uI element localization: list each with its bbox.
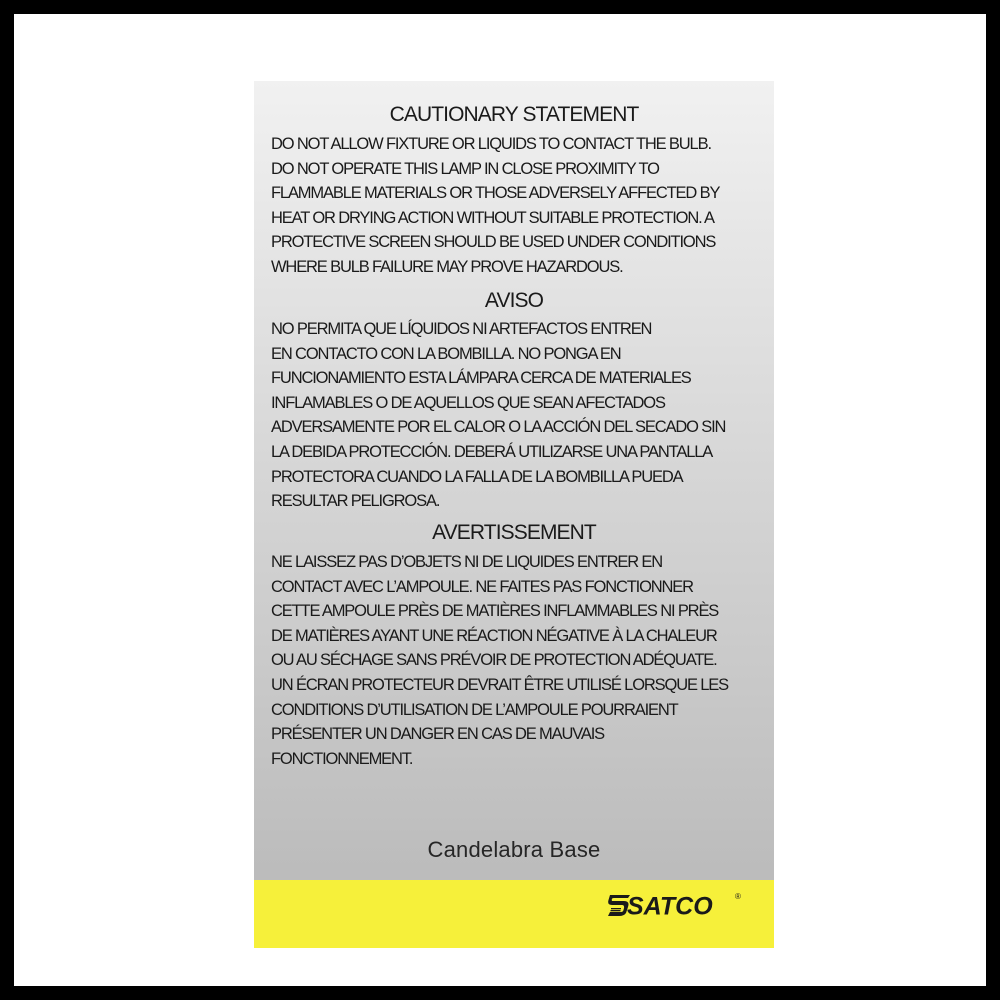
text-line: FLAMMABLE MATERIALS OR THOSE ADVERSELY AFFECTED BY [271, 184, 720, 203]
english-warning-text [271, 132, 771, 280]
text-line: UN ÉCRAN PROTECTEUR DEVRAIT ÊTRE UTILISÉ LORSQUE LES [271, 675, 728, 694]
text-line: CETTE AMPOULE PRÈS DE MATIÈRES INFLAMMABLES NI PRÈS [271, 602, 719, 621]
text-line: HEAT OR DRYING ACTION WITHOUT SUITABLE PROTECTION. A [271, 208, 714, 227]
text-line: PRÉSENTER UN DANGER EN CAS DE MAUVAIS [271, 725, 605, 744]
text-line: CONDITIONS D’UTILISATION DE L’AMPOULE POURRAIENT [271, 700, 678, 719]
text-line: DE MATIÈRES AYANT UNE RÉACTION NÉGATIVE À LA CHALEUR [271, 626, 717, 645]
image-frame [14, 14, 986, 986]
text-line: INFLAMABLES O DE AQUELLOS QUE SEAN AFECTADOS [271, 393, 665, 412]
satco-logo-text: SATCO [627, 892, 713, 919]
text-line: OU AU SÉCHAGE SANS PRÉVOIR DE PROTECTION ADÉQUATE. [271, 651, 717, 670]
spanish-warning-text [271, 317, 771, 514]
text-line: ADVERSAMENTE POR EL CALOR O LA ACCIÓN DEL SECADO SIN [271, 418, 726, 437]
spanish-heading: AVISO [484, 289, 544, 312]
text-line: WHERE BULB FAILURE MAY PROVE HAZARDOUS. [271, 257, 623, 276]
text-line: LA DEBIDA PROTECCIÓN. DEBERÁ UTILIZARSE UNA PANTALLA [271, 442, 713, 461]
french-warning-text [271, 550, 771, 771]
text-line: FUNCIONAMIENTO ESTA LÁMPARA CERCA DE MATERIALES [271, 369, 691, 388]
text-line: CONTACT AVEC L’AMPOULE. NE FAITES PAS FONCTIONNER [271, 577, 693, 596]
text-line: DO NOT OPERATE THIS LAMP IN CLOSE PROXIMITY TO [271, 159, 659, 178]
base-type-label: Candelabra Base [427, 837, 601, 862]
text-line: RESULTAR PELIGROSA. [271, 492, 440, 511]
text-line: EN CONTACTO CON LA BOMBILLA. NO PONGA EN [271, 344, 621, 363]
text-line: PROTECTIVE SCREEN SHOULD BE USED UNDER CONDITIONS [271, 233, 716, 252]
french-heading: AVERTISSEMENT [432, 521, 596, 544]
text-line: PROTECTORA CUANDO LA FALLA DE LA BOMBILLA PUEDA [271, 467, 683, 486]
package-label-card [254, 81, 774, 948]
text-line: NE LAISSEZ PAS D’OBJETS NI DE LIQUIDES ENTRER EN [271, 553, 663, 571]
satco-logo [608, 889, 748, 919]
text-line: NO PERMITA QUE LÍQUIDOS NI ARTEFACTOS ENTREN [271, 320, 652, 338]
registered-mark: ® [735, 892, 741, 901]
english-heading: CAUTIONARY STATEMENT [389, 103, 639, 126]
text-line: FONCTIONNEMENT. [271, 749, 413, 768]
brand-band [254, 880, 774, 948]
text-line: DO NOT ALLOW FIXTURE OR LIQUIDS TO CONTACT THE BULB. [271, 135, 711, 153]
